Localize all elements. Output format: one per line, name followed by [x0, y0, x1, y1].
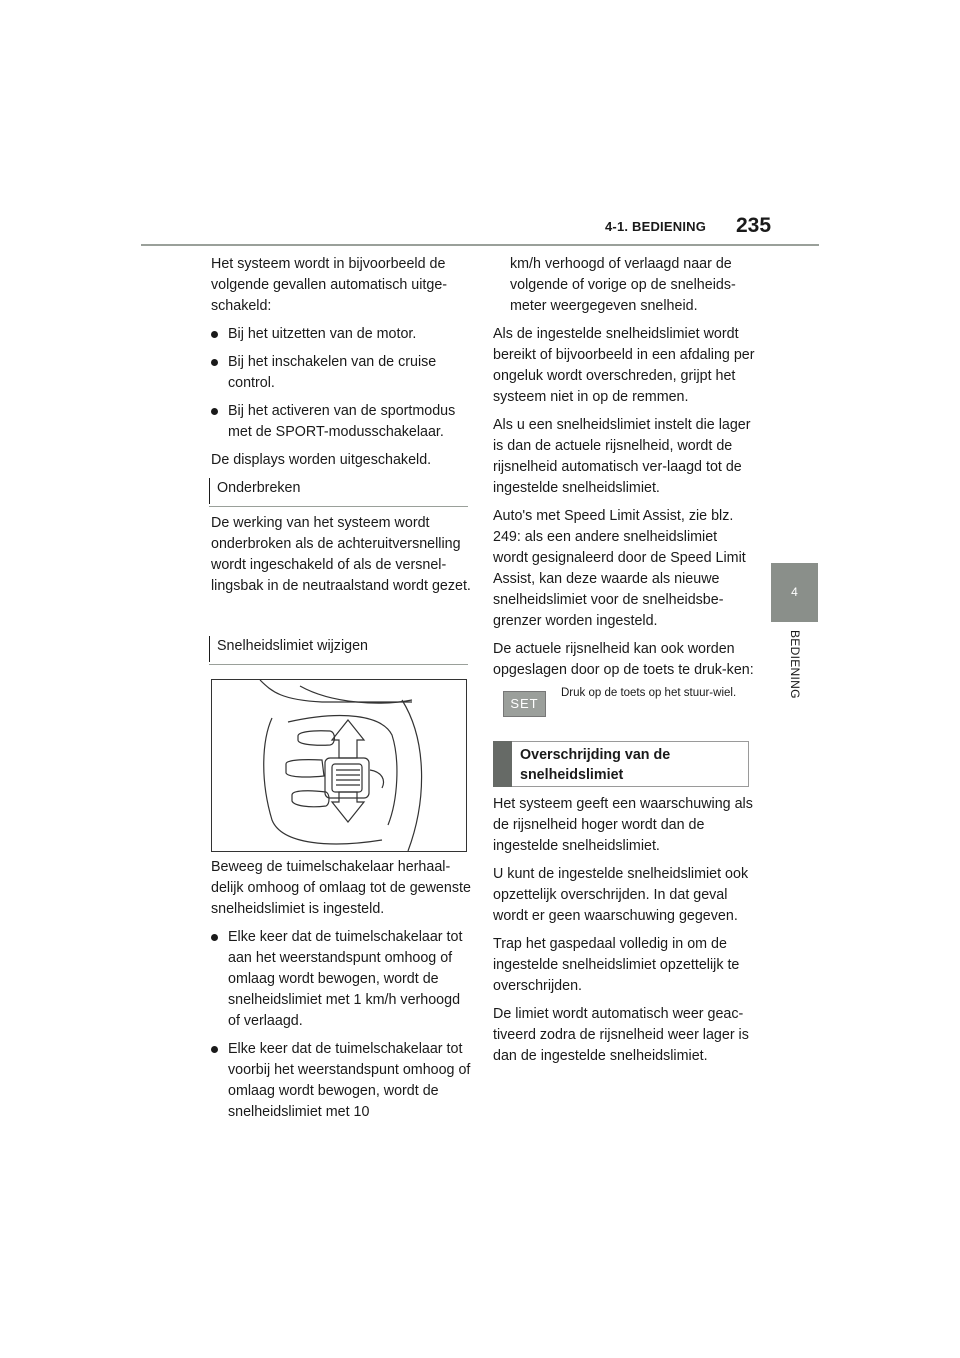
- list-item: Bij het activeren van de sportmodus met de SPORT-modusschakelaar.: [211, 401, 473, 443]
- chapter-label-text: BEDIENING: [788, 630, 802, 699]
- paragraph: Als u een snelheidslimiet instelt die lager is dan de actuele rijsnelheid, wordt de rijsnelheid automatisch ver-laagd tot de ingestelde snelheidslimiet.: [493, 417, 751, 496]
- continuation-paragraph: km/h verhoogd of verlaagd naar de volgende of vorige op de snelheids-meter weergegeven snelheid.: [510, 256, 736, 314]
- right-column-top: [493, 254, 755, 688]
- subhead-rule: [209, 506, 468, 507]
- left-column-bottom: [211, 857, 473, 1130]
- chapter-tab: 4: [771, 563, 818, 622]
- change-paragraph: Beweeg de tuimelschakelaar herhaal-delijk omhoog of omlaag tot de gewenste snelheidslimiet is ingesteld.: [211, 859, 471, 917]
- subhead-interrupt: Onderbreken: [209, 478, 467, 504]
- list-item: Bij het uitzetten van de motor.: [211, 324, 473, 345]
- displays-paragraph: De displays worden uitgeschakeld.: [211, 452, 432, 468]
- bullet-icon: [211, 408, 218, 415]
- subhead-change-limit: Snelheidslimiet wijzigen: [209, 636, 467, 662]
- rocker-switch-icon: [212, 680, 466, 851]
- paragraph: Auto's met Speed Limit Assist, zie blz. 249: als een andere snelheidslimiet wordt gesignaleerd door de Speed Limit Assist, kan deze waarde als nieuwe snelheidslimiet voor de snelheidsbe-grenzer worden ingesteld.: [493, 508, 746, 629]
- paragraph: Als de ingestelde snelheidslimiet wordt bereikt of bijvoorbeeld in een afdaling per ongeluk wordt overschreden, grijpt het systeem niet in op de remmen.: [493, 326, 755, 405]
- bullet-icon: [211, 1046, 218, 1053]
- subhead-rule: [209, 664, 468, 665]
- paragraph: Het systeem geeft een waarschuwing als de rijsnelheid hoger wordt dan de ingestelde snelheidslimiet.: [493, 796, 753, 854]
- bullet-icon: [211, 331, 218, 338]
- section-title: 4-1. BEDIENING: [605, 219, 707, 234]
- paragraph: De actuele rijsnelheid kan ook worden opgeslagen door op de toets te druk-ken:: [493, 641, 754, 678]
- interrupt-paragraph: De werking van het systeem wordt onderbroken als de achteruitversnelling wordt ingeschakeld of als de versnel-lingsbak in de neutraalstand wordt gezet.: [211, 515, 471, 594]
- bullet-icon: [211, 934, 218, 941]
- list-item: Bij het inschakelen van de cruise control.: [211, 352, 473, 394]
- intro-paragraph: Het systeem wordt in bijvoorbeeld de volgende gevallen automatisch uitge-schakeld:: [211, 256, 448, 314]
- right-column-bottom: [493, 794, 755, 1074]
- list-item: Elke keer dat de tuimelschakelaar tot aan het weerstandspunt omhoog of omlaag wordt bewogen, wordt de snelheidslimiet met 1 km/h verhoogd of verlaagd.: [211, 927, 473, 1032]
- subhead-title: Overschrijding van de snelheidslimiet: [520, 747, 671, 783]
- interrupt-paragraph-block: [211, 513, 473, 604]
- set-key-icon: SET: [503, 691, 546, 717]
- chapter-tab-label: [780, 630, 810, 720]
- page-number: 235: [736, 214, 772, 237]
- subhead-accent-bar: [493, 741, 512, 787]
- set-key-note: Druk op de toets op het stuur-wiel.: [561, 687, 737, 699]
- paragraph: De limiet wordt automatisch weer geac-tiveerd zodra de rijsnelheid weer lager is dan de ingestelde snelheidslimiet.: [493, 1006, 749, 1064]
- steering-wheel-switch-illustration: [211, 679, 467, 852]
- bullet-icon: [211, 359, 218, 366]
- subhead-speed-exceeded: [493, 741, 749, 787]
- left-column-top: [211, 254, 473, 478]
- paragraph: Trap het gaspedaal volledig in om de ingestelde snelheidslimiet opzettelijk te overschrijden.: [493, 936, 740, 994]
- paragraph: U kunt de ingestelde snelheidslimiet ook opzettelijk overschrijden. In dat geval wordt er geen waarschuwing gegeven.: [493, 866, 749, 924]
- list-item: Elke keer dat de tuimelschakelaar tot voorbij het weerstandspunt omhoog of omlaag wordt bewogen, wordt de snelheidslimiet met 10: [211, 1039, 473, 1123]
- header-divider: [141, 244, 819, 246]
